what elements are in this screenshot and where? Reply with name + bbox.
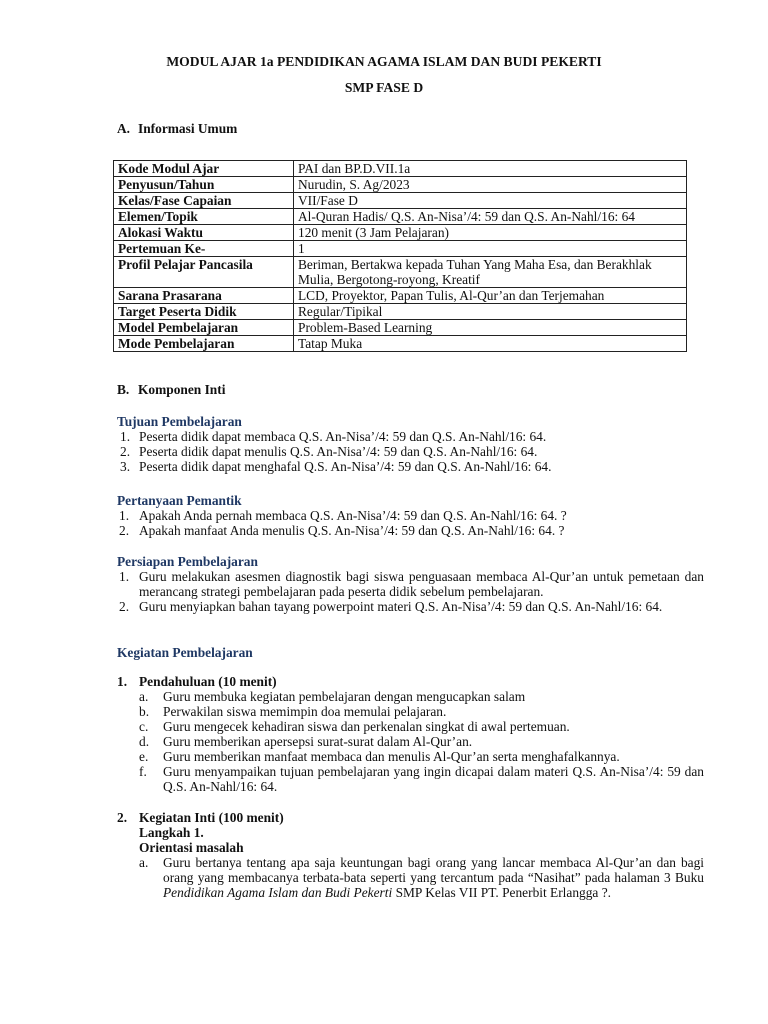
pendahuluan-list bbox=[117, 689, 704, 794]
item-marker: f. bbox=[139, 764, 147, 779]
pertanyaan-list bbox=[117, 508, 704, 538]
table-row bbox=[114, 320, 687, 336]
item-text: Peserta didik dapat menghafal Q.S. An-Nisa’/4: 59 dan Q.S. An-Nahl/16: 64. bbox=[139, 459, 552, 474]
table-value-cell: PAI dan BP.D.VII.1a bbox=[294, 161, 687, 177]
list-item bbox=[117, 689, 704, 704]
item-marker: a. bbox=[139, 855, 149, 870]
pendahuluan-title: Pendahuluan (10 menit) bbox=[139, 674, 277, 689]
pertanyaan-heading: Pertanyaan Pemantik bbox=[117, 493, 242, 508]
table-value-cell: Tatap Muka bbox=[294, 336, 687, 352]
item-marker: 3. bbox=[120, 459, 131, 474]
section-b-heading bbox=[117, 382, 225, 397]
item-marker: 2. bbox=[120, 444, 131, 459]
document-title: MODUL AJAR 1a PENDIDIKAN AGAMA ISLAM DAN BUDI PEKERTI bbox=[166, 54, 602, 69]
table-key-cell: Kelas/Fase Capaian bbox=[114, 193, 294, 209]
item-marker: a. bbox=[139, 689, 149, 704]
table-row bbox=[114, 193, 687, 209]
orientasi-list bbox=[117, 855, 704, 900]
list-item bbox=[117, 444, 704, 459]
table-key-cell: Target Peserta Didik bbox=[114, 304, 294, 320]
item-marker: 2. bbox=[119, 599, 130, 614]
list-item bbox=[117, 855, 704, 900]
item-text: Guru melakukan asesmen diagnostik bagi siswa penguasaan membaca Al-Qur’an untuk pemetaan dan merancang strategi pembelajaran pada peserta didik sebelum pembelajaran. bbox=[139, 569, 704, 599]
table-row bbox=[114, 288, 687, 304]
langkah-label: Langkah 1. bbox=[139, 825, 204, 840]
table-key-cell: Model Pembelajaran bbox=[114, 320, 294, 336]
table-row bbox=[114, 336, 687, 352]
book-title: Pendidikan Agama Islam dan Budi Pekerti bbox=[163, 885, 393, 900]
table-row bbox=[114, 225, 687, 241]
item-marker: b. bbox=[139, 704, 150, 719]
item-text: Guru mengecek kehadiran siswa dan perkenalan singkat di awal pertemuan. bbox=[163, 719, 570, 734]
item-text: Apakah manfaat Anda menulis Q.S. An-Nisa’/4: 59 dan Q.S. An-Nahl/16: 64. ? bbox=[139, 523, 565, 538]
table-row bbox=[114, 177, 687, 193]
kegiatan-inti-heading bbox=[117, 810, 704, 825]
table-row bbox=[114, 241, 687, 257]
table-key-cell: Profil Pelajar Pancasila bbox=[114, 257, 294, 288]
table-key-cell: Elemen/Topik bbox=[114, 209, 294, 225]
table-key-cell: Kode Modul Ajar bbox=[114, 161, 294, 177]
orientasi-masalah-title: Orientasi masalah bbox=[139, 840, 244, 855]
kegiatan-heading: Kegiatan Pembelajaran bbox=[117, 645, 253, 660]
item-marker: 2. bbox=[119, 523, 130, 538]
item-text-part: SMP Kelas VII PT. Penerbit Erlangga ?. bbox=[392, 885, 612, 900]
item-marker: 1. bbox=[119, 569, 130, 584]
tujuan-list bbox=[117, 429, 704, 474]
table-value-cell: 1 bbox=[294, 241, 687, 257]
item-text: Guru memberikan apersepsi surat-surat dalam Al-Qur’an. bbox=[163, 734, 473, 749]
list-item bbox=[117, 704, 704, 719]
kegiatan-inti-section bbox=[117, 810, 704, 900]
pendahuluan-heading bbox=[117, 674, 704, 689]
list-item bbox=[117, 764, 704, 794]
section-a-title: Informasi Umum bbox=[138, 121, 238, 136]
item-marker: e. bbox=[139, 749, 149, 764]
table-value-cell: LCD, Proyektor, Papan Tulis, Al-Qur’an dan Terjemahan bbox=[294, 288, 687, 304]
table-row bbox=[114, 209, 687, 225]
list-item bbox=[117, 569, 704, 599]
kegiatan-inti-title: Kegiatan Inti (100 menit) bbox=[139, 810, 284, 825]
item-text: Peserta didik dapat menulis Q.S. An-Nisa’/4: 59 dan Q.S. An-Nahl/16: 64. bbox=[139, 444, 538, 459]
table-row bbox=[114, 161, 687, 177]
table-row bbox=[114, 304, 687, 320]
section-b-label: B. bbox=[117, 382, 130, 397]
list-item bbox=[117, 523, 704, 538]
item-text: Guru menyiapkan bahan tayang powerpoint materi Q.S. An-Nisa’/4: 59 dan Q.S. An-Nahl/16: 64. bbox=[139, 599, 663, 614]
item-text: Guru membuka kegiatan pembelajaran dengan mengucapkan salam bbox=[163, 689, 526, 704]
section-a-heading bbox=[117, 121, 237, 136]
section-a-label: A. bbox=[117, 121, 131, 136]
item-text: Guru memberikan manfaat membaca dan menulis Al-Qur’an serta menghafalkannya. bbox=[163, 749, 620, 764]
table-key-cell: Mode Pembelajaran bbox=[114, 336, 294, 352]
table-value-cell: Al-Quran Hadis/ Q.S. An-Nisa’/4: 59 dan Q.S. An-Nahl/16: 64 bbox=[294, 209, 687, 225]
document-subtitle: SMP FASE D bbox=[344, 80, 424, 95]
persiapan-list bbox=[117, 569, 704, 614]
kegiatan-inti-number: 2. bbox=[117, 810, 128, 825]
list-item bbox=[117, 599, 704, 614]
persiapan-heading: Persiapan Pembelajaran bbox=[117, 554, 258, 569]
item-text: Apakah Anda pernah membaca Q.S. An-Nisa’/4: 59 dan Q.S. An-Nahl/16: 64. ? bbox=[139, 508, 567, 523]
table-value-cell: Nurudin, S. Ag/2023 bbox=[294, 177, 687, 193]
tujuan-heading: Tujuan Pembelajaran bbox=[117, 414, 242, 429]
list-item bbox=[117, 734, 704, 749]
info-table bbox=[113, 160, 687, 352]
table-key-cell: Penyusun/Tahun bbox=[114, 177, 294, 193]
item-marker: c. bbox=[139, 719, 149, 734]
list-item bbox=[117, 429, 704, 444]
pendahuluan-section bbox=[117, 674, 704, 794]
list-item bbox=[117, 459, 704, 474]
table-value-cell: VII/Fase D bbox=[294, 193, 687, 209]
table-value-cell: Regular/Tipikal bbox=[294, 304, 687, 320]
item-marker: d. bbox=[139, 734, 150, 749]
list-item bbox=[117, 508, 704, 523]
table-key-cell: Alokasi Waktu bbox=[114, 225, 294, 241]
section-b-title: Komponen Inti bbox=[138, 382, 226, 397]
list-item bbox=[117, 719, 704, 734]
table-key-cell: Pertemuan Ke- bbox=[114, 241, 294, 257]
table-value-cell: 120 menit (3 Jam Pelajaran) bbox=[294, 225, 687, 241]
table-key-cell: Sarana Prasarana bbox=[114, 288, 294, 304]
item-text: Peserta didik dapat membaca Q.S. An-Nisa’/4: 59 dan Q.S. An-Nahl/16: 64. bbox=[139, 429, 547, 444]
table-value-cell: Beriman, Bertakwa kepada Tuhan Yang Maha Esa, dan Berakhlak Mulia, Bergotong-royong, Kreatif bbox=[294, 257, 687, 288]
item-marker: 1. bbox=[120, 429, 131, 444]
item-text: Guru menyampaikan tujuan pembelajaran yang ingin dicapai dalam materi Q.S. An-Nisa’/4: 59 dan Q.S. An-Nahl/16: 64. bbox=[163, 764, 704, 794]
item-text-part: Guru bertanya tentang apa saja keuntungan bagi orang yang lancar membaca Al-Qur’an dan bagi orang yang membacanya terbata-bata seperti yang tercantum pada “Nasihat” pada halaman 3 Buku bbox=[163, 855, 704, 885]
pendahuluan-number: 1. bbox=[117, 674, 128, 689]
item-text: Perwakilan siswa memimpin doa memulai pelajaran. bbox=[163, 704, 447, 719]
table-value-cell: Problem-Based Learning bbox=[294, 320, 687, 336]
table-row bbox=[114, 257, 687, 288]
item-marker: 1. bbox=[119, 508, 130, 523]
list-item bbox=[117, 749, 704, 764]
